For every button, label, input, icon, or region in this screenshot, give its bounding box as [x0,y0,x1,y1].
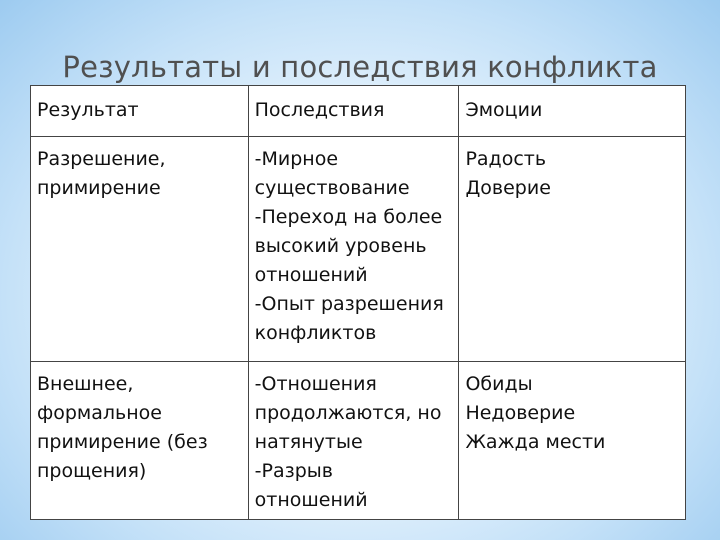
slide-title: Результаты и последствия конфликта [62,50,658,84]
cell-consequences [248,362,459,520]
cell-line: продолжаются, но [254,402,442,424]
cell-line: Радость [465,148,547,170]
table-header-row [31,86,686,137]
table-row [31,137,686,362]
header-emotions: Эмоции [459,86,686,137]
cell-line: отношений [254,264,368,286]
cell-line: высокий уровень [254,235,427,257]
cell-result [31,362,249,520]
header-consequences: Последствия [248,86,459,137]
cell-line: прощения) [37,460,147,482]
cell-line: -Разрыв [254,460,333,482]
cell-line: Жажда мести [465,431,606,453]
cell-line: натянутые [254,431,363,453]
cell-line: отношений [254,489,368,511]
results-table [30,85,686,520]
cell-line: Разрешение, [37,148,166,170]
cell-emotions [459,137,686,362]
table-row [31,362,686,520]
cell-emotions [459,362,686,520]
cell-line: -Отношения [254,373,377,395]
cell-consequences [248,137,459,362]
cell-line: -Мирное [254,148,339,170]
cell-line: Недоверие [465,402,576,424]
cell-line: -Опыт разрешения [254,293,444,315]
cell-line: Внешнее, [37,373,134,395]
cell-line: конфликтов [254,322,377,344]
cell-line: формальное [37,402,162,424]
cell-line: примирение (без [37,431,208,453]
cell-line: существование [254,177,410,199]
cell-line: Доверие [465,177,551,199]
cell-line: примирение [37,177,161,199]
cell-line: Обиды [465,373,533,395]
cell-result [31,137,249,362]
cell-line: -Переход на более [254,206,443,228]
header-result: Результат [31,86,249,137]
